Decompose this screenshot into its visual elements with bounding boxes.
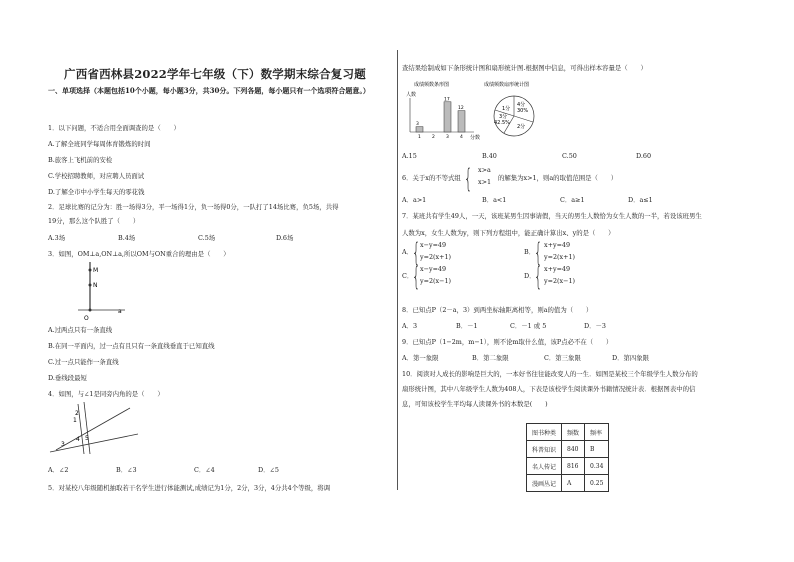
q7-letter-c: C． [402,272,414,280]
q5-line2: 查结果绘制成如下条形统计图和扇形统计图.根据图中信息，可得出样本容量是（ ） [402,64,647,72]
vertical-line-1 [78,404,84,454]
q1-option-a: A.了解全班同学每周体育锻炼的时间 [48,140,151,148]
q1-stem: 1．以下问题，不适合用全面调查的是（ ） [48,124,180,132]
q7-a-eq1: x−y=49 [420,241,447,249]
table-cell: 840 [562,441,585,458]
transversal-line-2 [56,408,130,450]
bar-4 [458,111,465,132]
bar-chart-ylabel: 人数 [406,92,417,98]
bar-tick-label: 2 [432,135,435,140]
q6-stem-b: 的解集为x>1，则a的取值范围是（ ） [498,174,618,182]
q8-option-c: C．－1 或 5 [510,322,547,330]
table-cell: 漫画丛记 [527,475,562,492]
q5-option-d: D.60 [636,152,652,160]
q8-option-b: B．－1 [456,322,478,330]
page-title: 广西省西林县2022学年七年级（下）数学期末综合复习题 [64,67,366,81]
q4-stem: 4．如图，与∠1是同旁内角的是（ ） [48,390,164,398]
bar-tick-label: 1 [418,135,421,140]
angle-label-4: 4 [76,436,80,443]
q4-figure [48,400,140,456]
bar-data-label: 12 [458,106,464,112]
table-cell: A [562,475,585,492]
q1-option-b: B.旅客上飞机前的安检 [48,156,113,164]
q3-stem: 3．如图，OM⊥a,ON⊥a,所以OM与ON重合的理由是（ ） [48,250,230,258]
bar-1 [416,127,423,132]
q7-letter-b: B． [524,248,536,256]
q5-option-c: C.50 [562,152,577,160]
table-header-row [527,424,609,441]
table-row [527,458,609,475]
q2-option-a: A.3场 [48,234,66,242]
q9-option-b: B．第二象限 [472,354,509,362]
pie-label-3-pct: 42.5% [494,120,510,126]
q6-inequality-2: x>1 [478,178,492,186]
q2-option-b: B.4场 [118,234,136,242]
q7-d-eq2: y=2(x−1) [544,277,576,285]
q6-option-c: C．a≥1 [560,196,585,204]
q3-figure [70,258,130,326]
q7-brace-c: { [412,262,421,292]
q8-option-d: D．－3 [584,322,606,330]
table-cell: 名人传记 [527,458,562,475]
q6-option-d: D．a≤1 [628,196,653,204]
q6-option-b: B．a<1 [482,196,507,204]
bar-series [416,96,465,140]
q2-line1: 2．足球比赛的记分为：胜一场得3分，平一场得1分，负一场得0分，一队打了14场比赛，负5场，共得 [48,203,339,211]
point-m [89,269,92,272]
pie-label-4-pct: 30% [517,108,529,114]
bar-data-label: 17 [444,97,450,103]
table-row [527,475,609,492]
bar-tick-label: 4 [460,135,463,140]
q9-stem: 9．已知点P（1−2m，m−1），则不论m取什么值，该P点必不在（ ） [402,338,613,346]
q3-option-b: B.在同一平面内，过一点有且只有一条直线垂直于已知直线 [48,342,215,350]
table-row [527,441,609,458]
q6-inequality-1: x>a [478,166,491,174]
q5-option-b: B.40 [482,152,497,160]
table-cell: 0.25 [585,475,609,492]
bar-3 [444,102,451,132]
section-heading: 一、单项选择（本题包括10个小题，每小题3分，共30分。下列各题，每小题只有一个选项符合题意。） [48,86,370,95]
point-n [89,284,92,287]
q4-option-d: D．∠5 [258,466,279,474]
label-m: M [93,267,99,274]
column-divider [397,50,398,490]
q6-brace: { [464,164,473,194]
angle-label-1: 1 [73,417,77,424]
q4-option-a: A．∠2 [48,466,69,474]
angle-label-5: 5 [85,435,89,442]
pie-label-3: 3分 [499,114,508,120]
q6-option-a: A．a>1 [402,196,427,204]
q7-line1: 7．某班共有学生49人，一天，该班某男生因事请假，当天的男生人数恰为女生人数的一半，若设该班男生 [402,212,702,220]
q1-option-c: C.学校招聘教师，对应聘人员面试 [48,172,145,180]
q7-b-eq1: x+y=49 [544,241,571,249]
q7-a-eq2: y=2(x+1) [420,253,452,261]
q7-b-eq2: y=2(x+1) [544,253,576,261]
q2-option-d: D.6场 [276,234,294,242]
q10-line1: 10．阅读对人成长的影响是巨大的，一本好书往往能改变人的一生．如图是某校三个年级学生人数分布的 [402,370,698,378]
q7-c-eq1: x−y=49 [420,265,447,273]
table-cell: B [585,441,609,458]
label-a: a [118,308,122,315]
pie-label-1: 1分 [502,106,511,112]
library-table [526,423,609,492]
q7-d-eq1: x+y=49 [544,265,571,273]
bar-chart-xlabel: 分数 [470,135,481,140]
q3-option-a: A.过两点只有一条直线 [48,326,113,334]
label-o: O [84,315,89,322]
q3-option-c: C.过一点只能作一条直线 [48,358,119,366]
table-header-cell: 频数 [562,424,585,441]
table-cell: 0.34 [585,458,609,475]
q7-letter-d: D． [524,272,536,280]
q4-option-c: C．∠4 [194,466,215,474]
table-header-cell: 频率 [585,424,609,441]
q9-option-a: A．第一象限 [402,354,439,362]
table-cell: 科普知识 [527,441,562,458]
q3-option-d: D.垂线段最短 [48,374,87,382]
q7-brace-d: { [534,262,543,292]
q7-letter-a: A． [402,248,414,256]
angle-label-2: 2 [75,410,79,417]
angle-label-3: 3 [61,441,65,448]
q9-option-c: C．第三象限 [544,354,581,362]
table-cell: 816 [562,458,585,475]
vertical-line-2 [84,402,90,454]
q8-option-a: A．3 [402,322,418,330]
q7-brace-a: { [412,238,421,268]
pie-chart [482,78,552,142]
q10-line3: 息，可知该校学生平均每人读课外书的本数是( ) [402,400,548,408]
q10-line2: 扇形统计图，其中八年级学生人数为408人，下表是该校学生阅读课外书籍情况统计表．根据图表中的信 [402,385,696,393]
pie-label-2: 2分 [517,124,526,130]
q7-brace-b: { [534,238,543,268]
q9-option-d: D．第四象限 [612,354,650,362]
label-n: N [93,282,98,289]
q2-option-c: C.5场 [198,234,216,242]
pie-chart-title: 成绩频数扇形统计图 [484,82,530,88]
table-header-cell: 图书种类 [527,424,562,441]
q8-stem: 8．已知点P（2－a，3）到两坐标轴距离相等，则a的值为（ ） [402,306,593,314]
bar-tick-label: 3 [446,135,449,140]
q7-line2: 人数为x，女生人数为y，则下列方程组中，能正确计算出x、y的是（ ） [402,229,615,237]
bar-chart [404,78,486,140]
q7-c-eq2: y=2(x−1) [420,277,452,285]
bar-chart-title: 成绩频数条形图 [414,82,450,88]
pie-label-4: 4分 [517,102,526,108]
q4-option-b: B．∠3 [116,466,137,474]
point-o [89,309,92,312]
q2-line2: 19分，那么这个队胜了（ ） [48,217,140,225]
q5-line1: 5．对某校八年级随机抽取若干名学生进行体能测试,成绩记为1分，2分，3分，4分共4个等级，将调 [48,484,331,492]
q5-option-a: A.15 [402,152,417,160]
q6-stem-a: 6．关于x的不等式组 [402,174,461,182]
bar-data-label: 3 [416,122,419,128]
q1-option-d: D.了解全市中小学生每天的零花钱 [48,188,145,196]
